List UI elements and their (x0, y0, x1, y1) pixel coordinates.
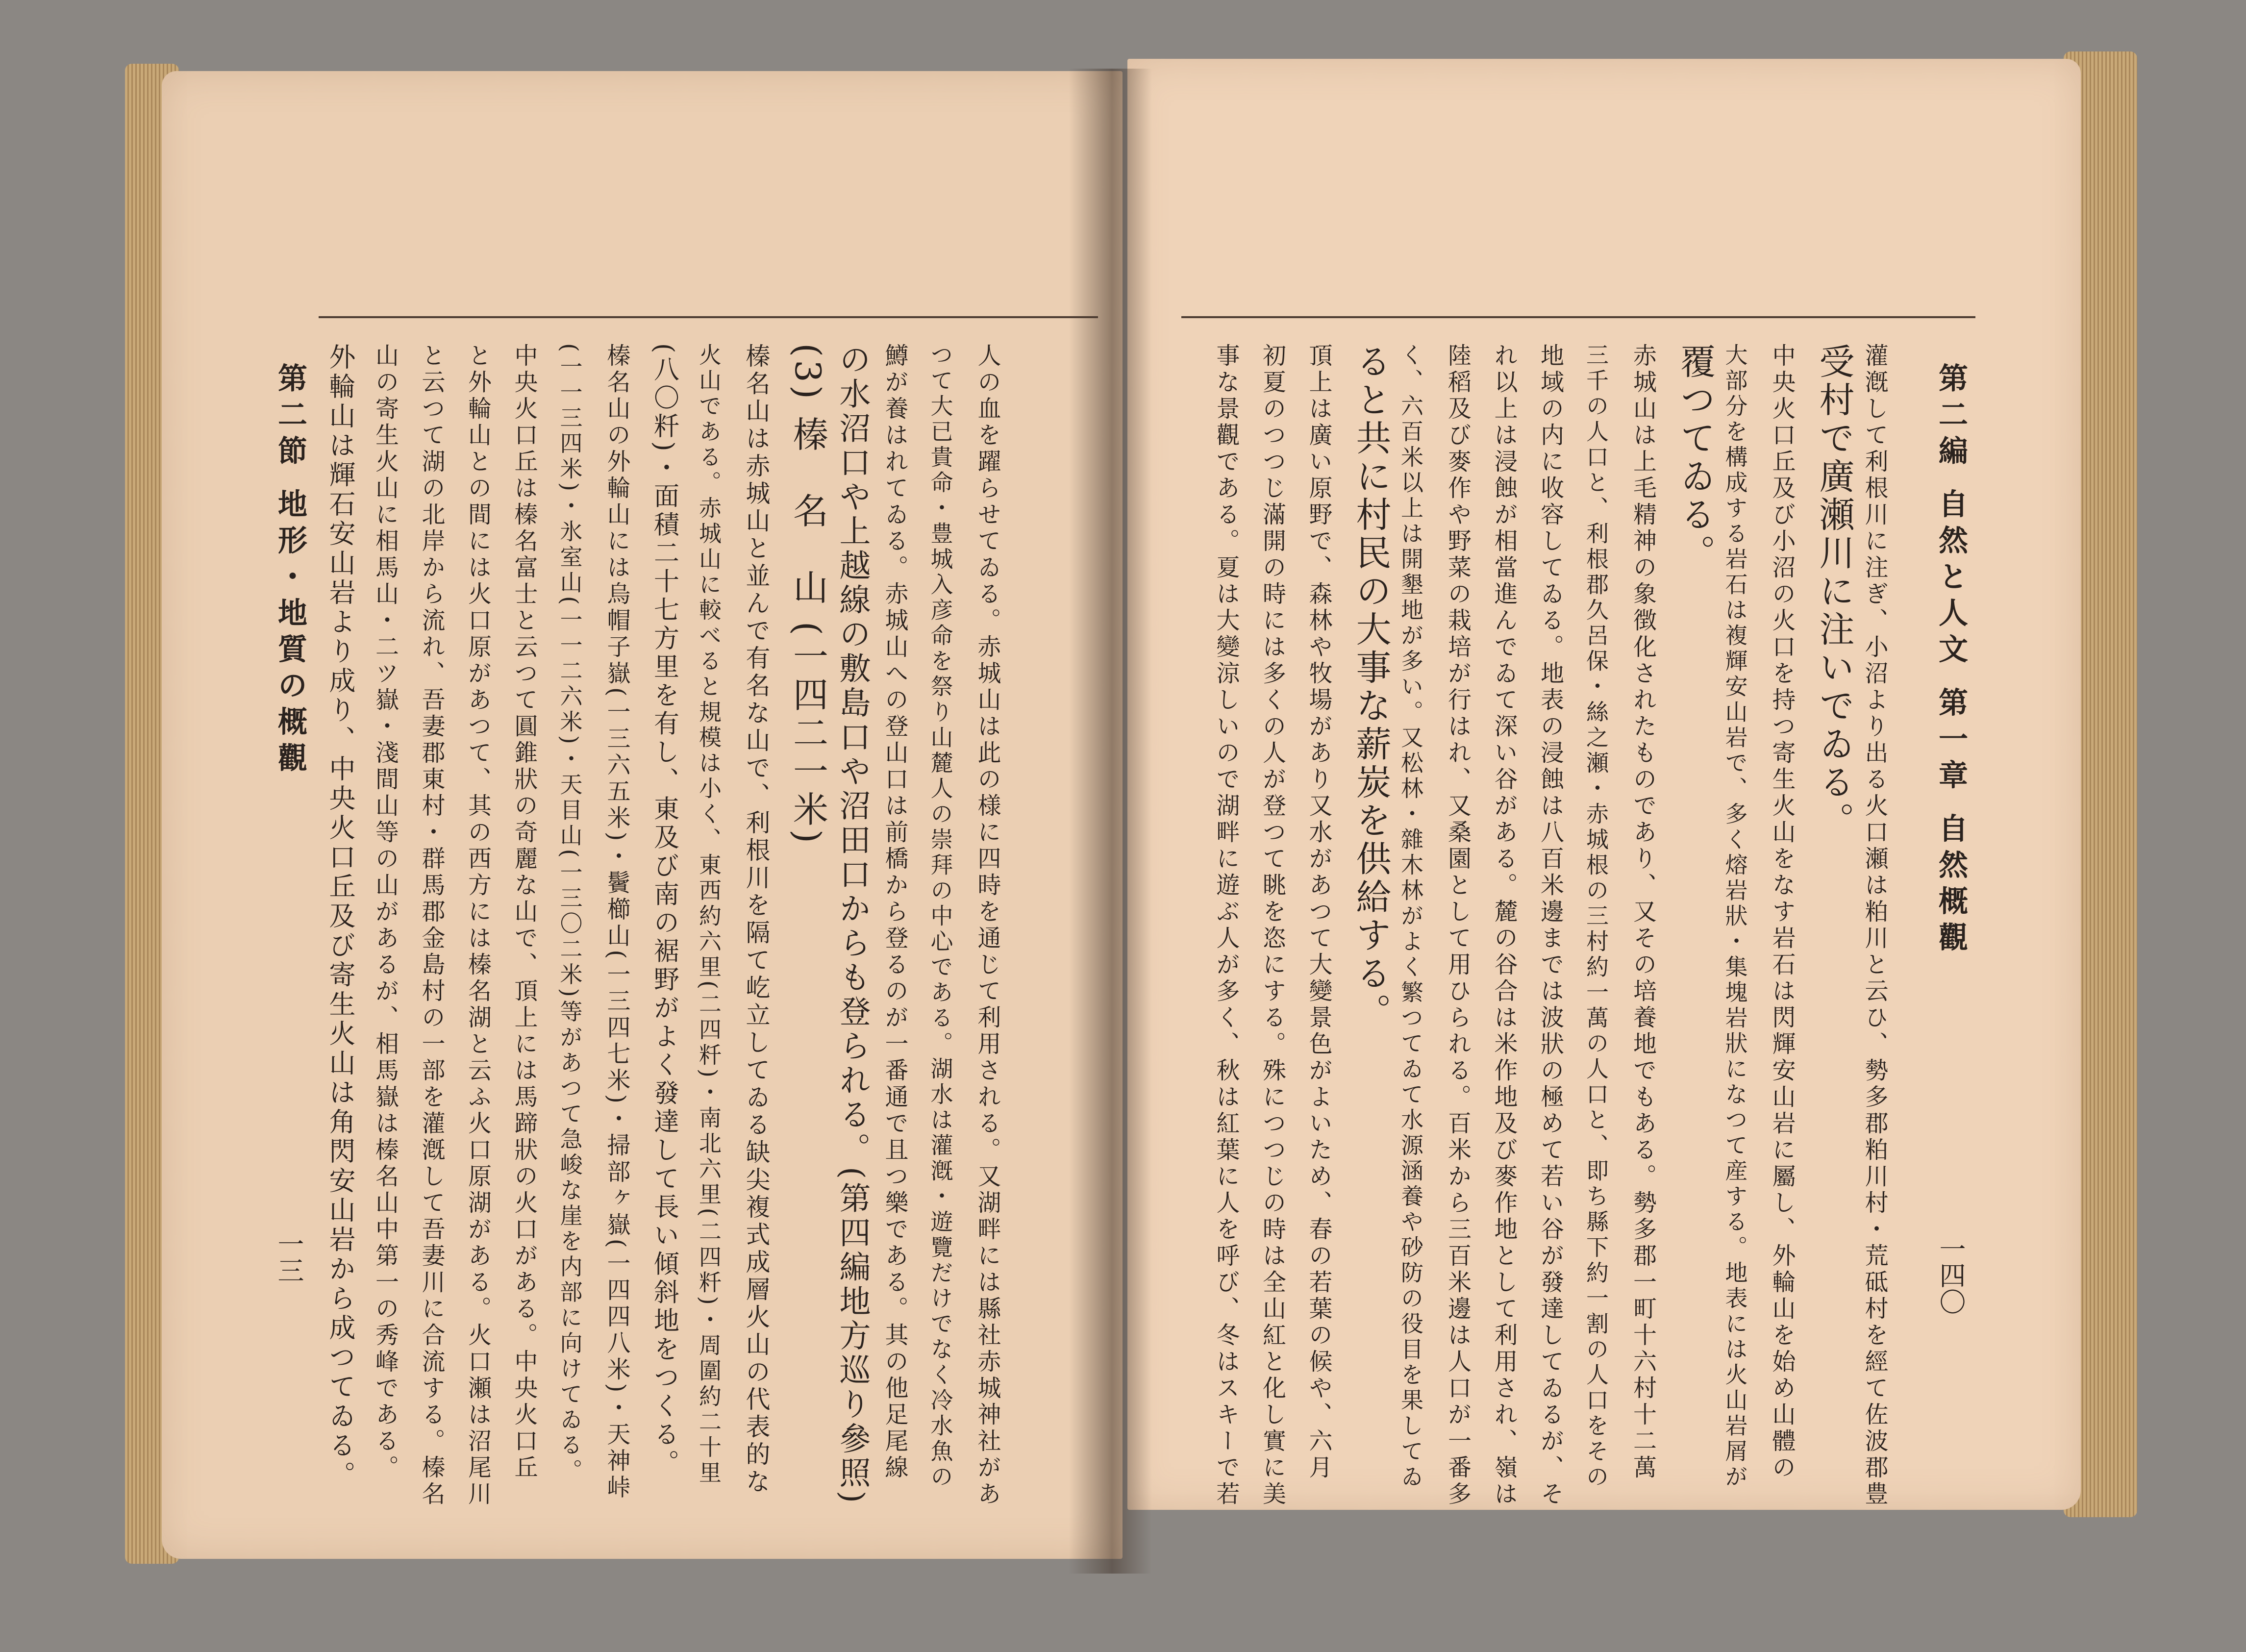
text-column: (八〇粁)・面積二十七方里を有し、東及び南の裾野がよく發達して長い傾斜地をつくる。 (649, 343, 679, 1478)
left-page-number: 一三 (274, 1230, 304, 1283)
text-column: 赤城山は上毛精神の象徴化されたものであり、又その培養地でもある。勢多郡一町十六村十二萬 (1629, 343, 1657, 1481)
text-column: つて大已貴命・豊城入彦命を祭り山麓人の崇拜の中心である。湖水は灌漑・遊覽だけでなく冷水魚の (927, 343, 954, 1490)
text-column: 事な景觀である。夏は大變涼しいので湖畔に遊ぶ人が多く、秋は紅葉に人を呼び、冬はスキーで若 (1212, 343, 1240, 1508)
right-page-number: 一四〇 (1935, 1235, 1966, 1315)
text-column: 鱒が養はれてゐる。赤城山への登山口は前橋から登るのが一番通で且つ樂である。其の他足尾線 (881, 343, 908, 1481)
text-column: 初夏のつつじ滿開の時には多くの人が登つて眺を恣にする。殊につつじの時は全山紅と化し實に美 (1258, 343, 1286, 1508)
text-column: 陸稻及び麥作や野菜の栽培が行はれ、又桑園として用ひられる。百米から三百米邊は人口が一番多 (1444, 343, 1472, 1508)
right-running-header: 第二編 自然と人文 第一章 自然概觀 (1934, 363, 1968, 958)
text-column: 大部分を構成する岩石は複輝安山岩で、多く熔岩狀・集塊岩狀になつて産する。地表には火山岩屑が (1722, 343, 1748, 1490)
text-column: 頂上は廣い原野で、森林や牧場があり又水があつて大變景色がよいため、春の若葉の候や、六月 (1305, 343, 1332, 1481)
text-column: 覆つてゐる。 (1674, 343, 1716, 573)
text-column: 山の寄生火山に相馬山・二ツ嶽・淺間山等の山があるが、相馬嶽は榛名山中第一の秀峰である。 (371, 343, 399, 1481)
text-column: 榛名山の外輪山には烏帽子嶽(一三六五米)・鬢櫛山(一三四七米)・掃部ヶ嶽(一四四八米)・天神峠 (603, 343, 630, 1502)
right-header-rule (1181, 316, 1975, 318)
text-column: (一一三四米)・氷室山(一一二六米)・天目山(一三〇二米)等があつて急峻な崖を内部に向けてゐる。 (556, 343, 583, 1484)
text-column: 火山である。赤城山に較べると規模は小く、東西約六里(二四粁)・南北六里(二四粁)・周圍約二十里 (696, 343, 722, 1486)
text-column: (3) 榛 名 山 (一四二一米) (787, 343, 828, 846)
text-column: 人の血を躍らせてゐる。赤城山は此の様に四時を通じて利用される。又湖畔には縣社赤城神社があ (973, 343, 1001, 1508)
text-column: と外輪山との間には火口原があつて、其の西方には榛名湖と云ふ火口原湖がある。火口瀬は沼尾川 (464, 343, 492, 1508)
text-column: 三千の人口と、利根郡久呂保・絲之瀬・赤城根の三村約一萬の人口と、即ち縣下約一割の人口をその (1583, 343, 1609, 1490)
text-column: 地域の内に收容してゐる。地表の浸蝕は八百米邊までは波狀の極めて若い谷が發達してゐるが、そ (1536, 343, 1564, 1508)
text-column: れ以上は浸蝕が相當進んでゐて深い谷がある。麓の谷合は米作地及び麥作地として利用され、嶺は (1490, 343, 1518, 1508)
text-column: ると共に村民の大事な薪炭を供給する。 (1350, 343, 1392, 1031)
text-column: 外輪山は輝石安山岩より成り、中央火口丘及び寄生火山は角閃安山岩から成つてゐる。 (325, 343, 356, 1490)
left-header-rule (319, 316, 1098, 318)
text-column: の水沼口や上越線の敷島口や沼田口からも登られる。(第四編地方巡り參照) (834, 343, 871, 1506)
text-column: と云つて湖の北岸から流れ、吾妻郡東村・群馬郡金島村の一部を灌漑して吾妻川に合流する。榛名 (418, 343, 445, 1508)
left-running-header: 第二節 地形・地質の概觀 (273, 363, 307, 779)
book-spine (1069, 69, 1152, 1574)
text-column: 中央火口丘は榛名富士と云つて圓錐狀の奇麗な山で、頂上には馬蹄狀の火口がある。中央火口丘 (510, 343, 538, 1481)
text-column: 榛名山は赤城山と並んで有名な山で、利根川を隔て屹立してゐる缺尖複式成層火山の代表的な (742, 343, 771, 1496)
text-column: 受村で廣瀬川に注いでゐる。 (1813, 343, 1855, 840)
text-column: 中央火口丘及び小沼の火口を持つ寄生火山をなす岩石は閃輝安山岩に屬し、外輪山を始め山體の (1768, 343, 1796, 1481)
text-column: 灌漑して利根川に注ぎ、小沼より出る火口瀬は粕川と云ひ、勢多郡粕川村・荒砥村を經て佐波郡豊 (1861, 343, 1888, 1508)
text-column: く、六百米以上は開墾地が多い。又松林・雜木林がよく繁つてゐて水源涵養や砂防の役目を果してゐ (1398, 343, 1424, 1490)
